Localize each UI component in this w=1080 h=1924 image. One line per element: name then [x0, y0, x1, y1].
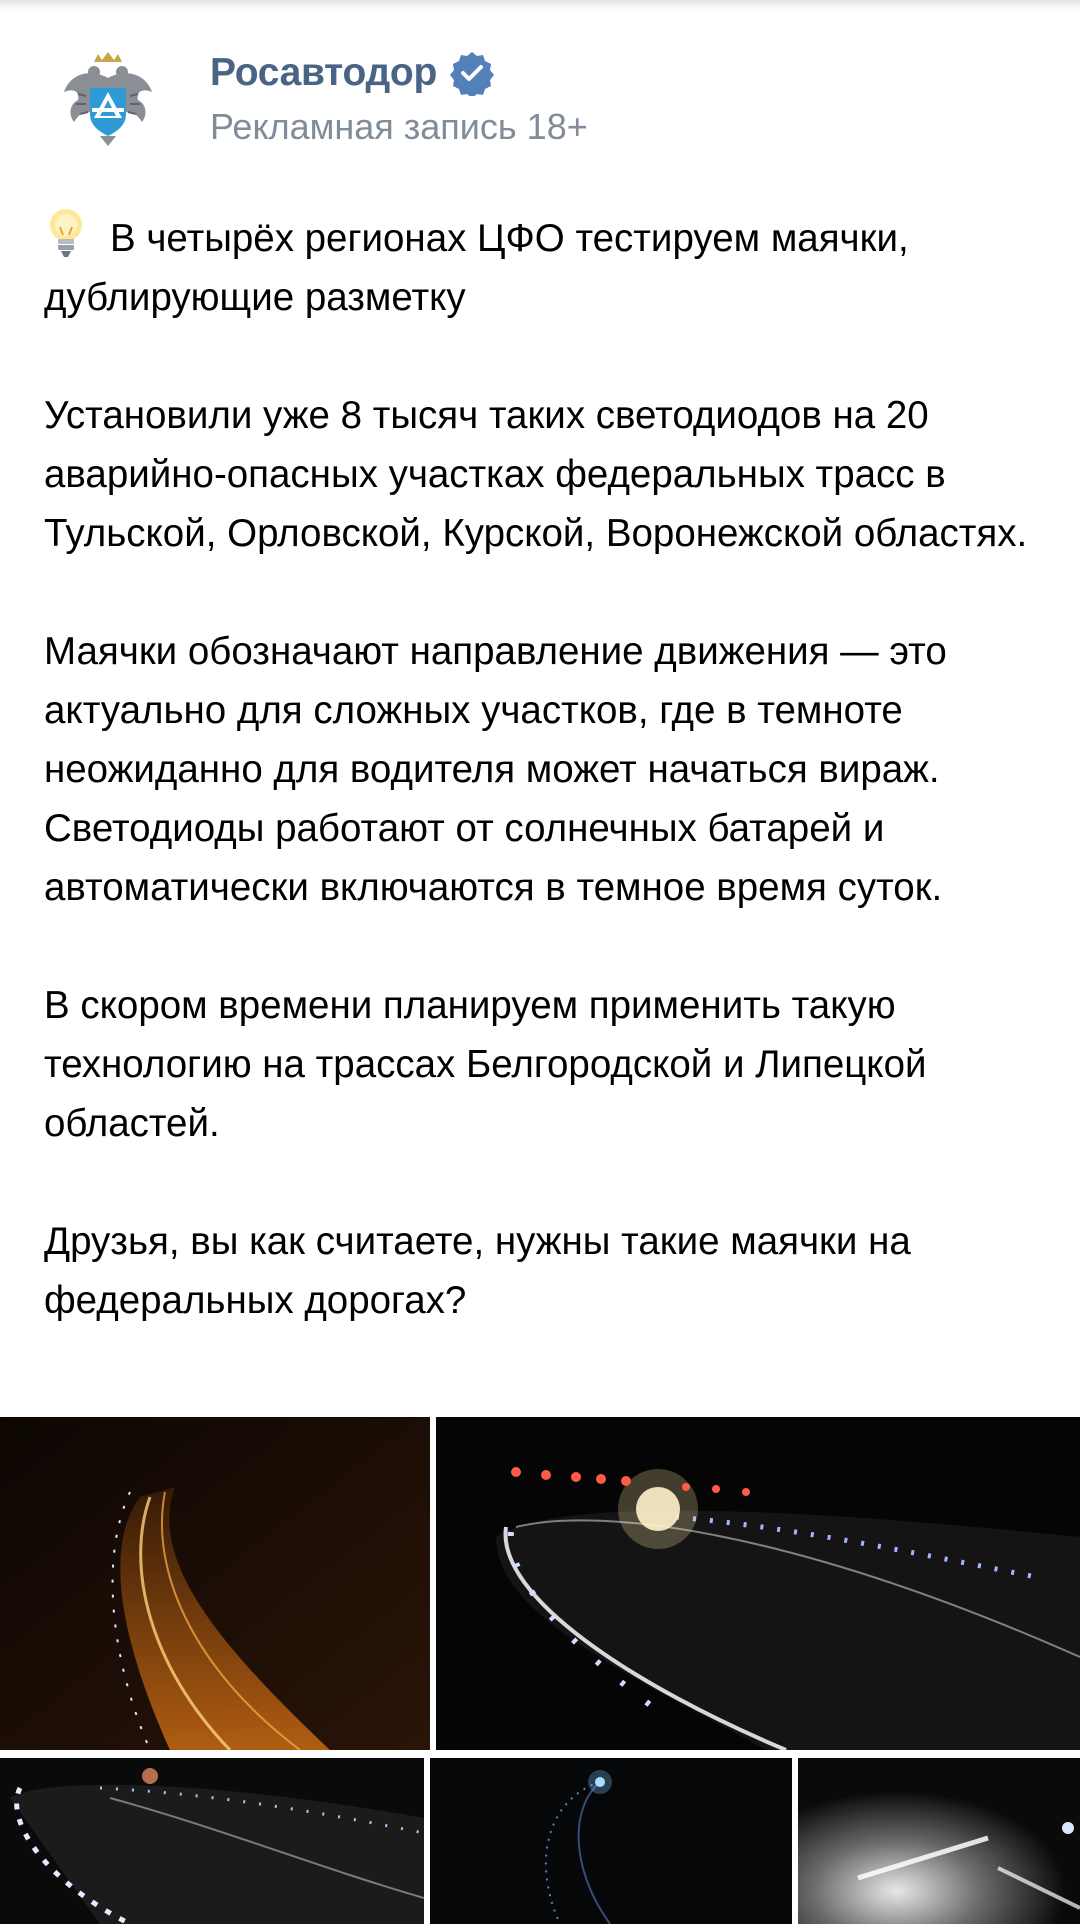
- photo-2[interactable]: [436, 1417, 1080, 1750]
- verified-check-icon: [449, 50, 495, 96]
- coat-of-arms-logo: [56, 48, 160, 152]
- top-shadow: [0, 0, 1080, 10]
- paragraph-text: В четырёх регионах ЦФО тестируем маячки, дублирующие разметку: [44, 217, 909, 319]
- post-paragraph-1: [44, 207, 1054, 327]
- post-header: [0, 40, 1080, 160]
- post-subtitle: Рекламная запись 18+: [210, 106, 588, 147]
- avatar[interactable]: [56, 48, 160, 152]
- post-paragraph-2: Установили уже 8 тысяч таких светодиодов на 20 аварийно-опасных участках федеральных трасс в Тульской, Орловской, Курской, Воронежской областях.: [44, 394, 1028, 555]
- photo-1[interactable]: [0, 1417, 430, 1750]
- author-name[interactable]: Росавтодор: [210, 51, 437, 94]
- light-bulb-icon: [44, 207, 88, 259]
- author-row: [210, 50, 495, 96]
- photo-3[interactable]: [0, 1758, 424, 1924]
- post-text: [44, 207, 1054, 1389]
- post-paragraph-3: Маячки обозначают направление движения — это актуально для сложных участков, где в темноте неожиданно для водителя может начаться вираж. Светодиоды работают от солнечных батарей и автоматически включаются в темное время суток.: [44, 630, 947, 909]
- post-paragraph-5: Друзья, вы как считаете, нужны такие маячки на федеральных дорогах?: [44, 1220, 911, 1322]
- post-paragraph-4: В скором времени планируем применить такую технологию на трассах Белгородской и Липецкой областей.: [44, 984, 927, 1145]
- photo-4[interactable]: [430, 1758, 792, 1924]
- photo-5[interactable]: [798, 1758, 1080, 1924]
